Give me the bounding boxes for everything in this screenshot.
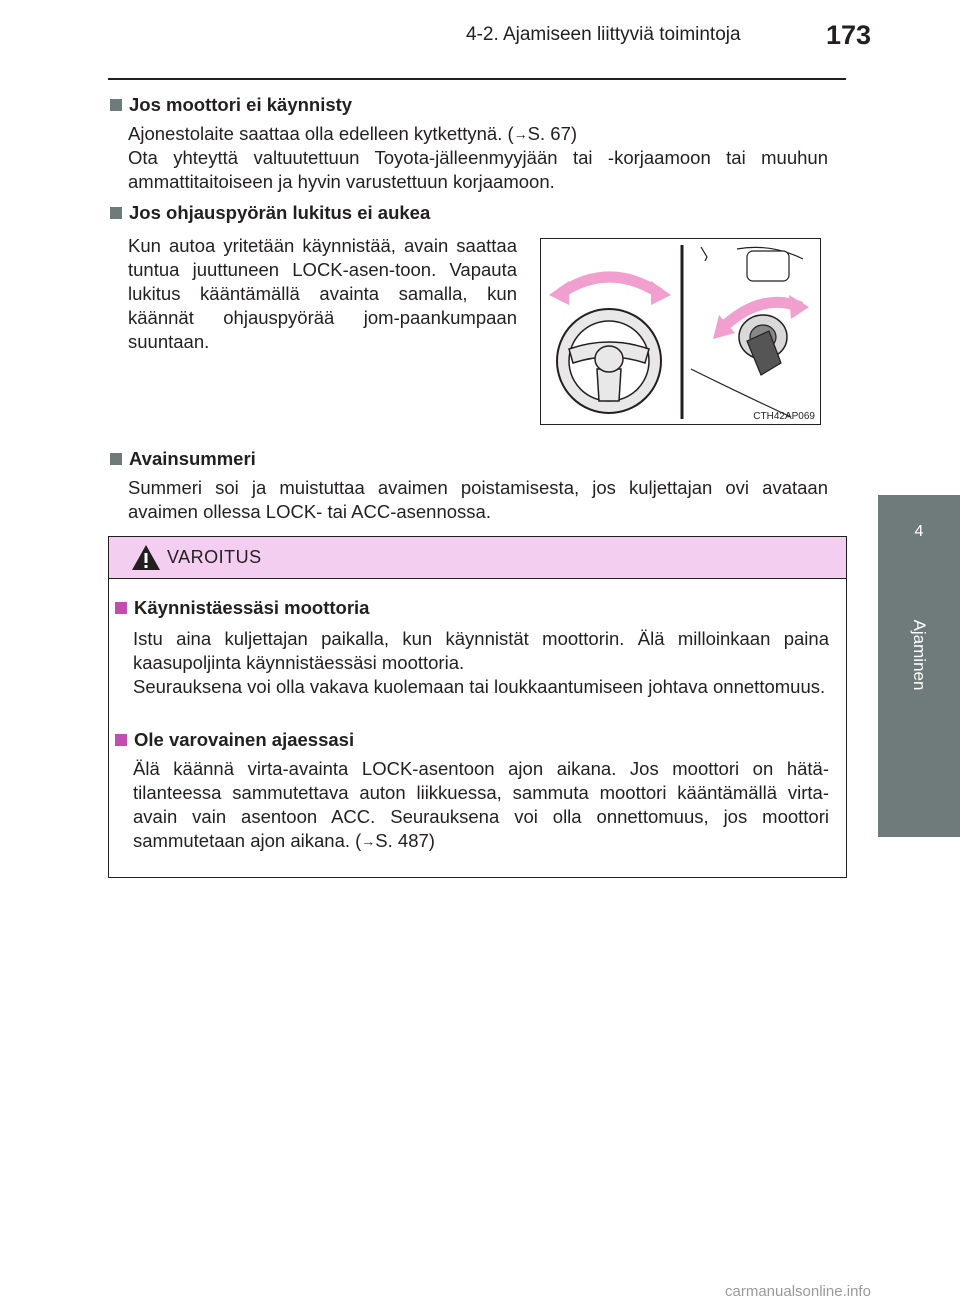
paragraph: Ajonestolaite saattaa olla edelleen kytkettynä. (→S. 67): [128, 123, 578, 144]
paragraph: Istu aina kuljettajan paikalla, kun käynnistät moottorin. Älä milloinkaan paina kaasupoljinta käynnistäessäsi moottoria.: [133, 628, 829, 673]
arrow-right-icon: →: [361, 833, 376, 849]
section-heading-steering-lock: [110, 202, 430, 224]
warning-triangle-icon: [131, 544, 161, 571]
warning-box: [108, 536, 847, 878]
section-heading-engine-not-start: [110, 94, 352, 116]
warning-title: VAROITUS: [167, 547, 262, 567]
warning-item-body: [133, 757, 829, 853]
watermark: carmanualsonline.info: [725, 1283, 871, 1300]
section-heading-key-buzzer: [110, 448, 256, 470]
section-body-engine-not-start: [128, 122, 828, 194]
header-section-title: 4-2. Ajamiseen liittyviä toimintoja: [466, 24, 741, 45]
section-body-key-buzzer: Summeri soi ja muistuttaa avaimen poistamisesta, jos kuljettajan ovi avataan avaimen ollessa LOCK- tai ACC-asennossa.: [128, 477, 828, 522]
figure-code: CTH42AP069: [753, 411, 815, 422]
heading-text: Ole varovainen ajaessasi: [134, 729, 355, 750]
heading-text: Jos moottori ei käynnisty: [129, 94, 353, 115]
square-bullet-icon: [115, 734, 127, 746]
chapter-number: 4: [914, 523, 924, 540]
paragraph: Älä käännä virta-avainta LOCK-asentoon ajon aikana. Jos moottori on hätä-tilanteessa sammutettava auton liikkuessa, sammuta moottori kääntämällä virta-avain vain asentoon ACC. Seurauksena voi olla onnettomuus, jos moottori sammutetaan ajon aikana. (→S. 487): [133, 758, 829, 851]
warning-item-heading: [115, 729, 354, 751]
square-bullet-icon: [115, 602, 127, 614]
warning-item-body: [133, 627, 829, 699]
chapter-side-tab[interactable]: [878, 495, 960, 837]
paragraph: Seurauksena voi olla vakava kuolemaan tai loukkaantumiseen johtava onnettomuus.: [133, 676, 826, 697]
heading-text: Jos ohjauspyörän lukitus ei aukea: [129, 202, 431, 223]
paragraph: Ota yhteyttä valtuutettuun Toyota-jälleenmyyjään tai -korjaamoon tai muuhun ammattitaitoiseen ja hyvin varustettuun korjaamoon.: [128, 147, 828, 192]
steering-lock-illustration: [540, 238, 821, 425]
header-divider: [108, 78, 846, 80]
square-bullet-icon: [110, 453, 122, 465]
chapter-label: Ajaminen: [910, 619, 929, 691]
heading-text: Avainsummeri: [129, 448, 256, 469]
section-body-steering-lock: Kun autoa yritetään käynnistää, avain saattaa tuntua juuttuneen LOCK-asen-toon. Vapauta lukitus kääntämällä avainta samalla, kun käännät ohjauspyörää jom-paankumpaan suuntaan.: [128, 235, 517, 352]
warning-header: [109, 537, 846, 579]
square-bullet-icon: [110, 99, 122, 111]
page-number: 173: [826, 20, 872, 50]
square-bullet-icon: [110, 207, 122, 219]
warning-item-heading: [115, 597, 369, 619]
arrow-right-icon: →: [513, 126, 528, 142]
heading-text: Käynnistäessäsi moottoria: [134, 597, 370, 618]
